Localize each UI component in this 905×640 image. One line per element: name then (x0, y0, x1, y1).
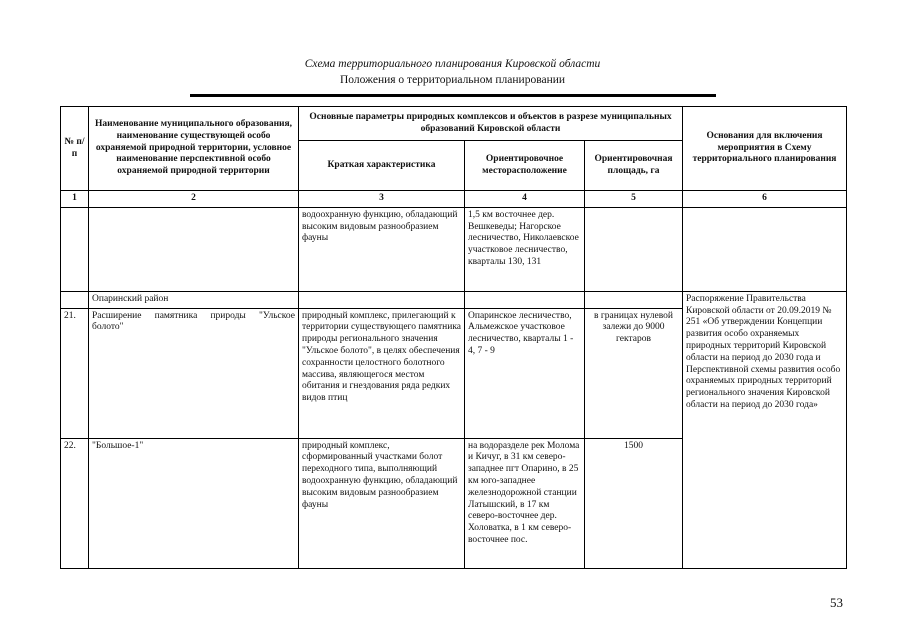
header-rule (190, 94, 716, 97)
row-location: на водоразделе рек Молома и Кичуг, в 31 км северо-западнее пгт Опарино, в 25 км юго-западнее железнодорожной станции Латышский, в 17 км северо-восточнее дер. Холоватка, в 1 км северо-восточнее пос. (465, 438, 585, 568)
row-num: 22. (61, 438, 89, 568)
continuation-brief: водоохранную функцию, обладающий высоким видовым разнообразием фауны (299, 207, 465, 291)
header-area: Ориентировочная площадь, га (585, 141, 683, 191)
header-location: Ориентировочное месторасположение (465, 141, 585, 191)
col-number: 3 (299, 191, 465, 208)
district-row (61, 291, 847, 308)
row-area: 1500 (585, 438, 683, 568)
col-number: 4 (465, 191, 585, 208)
continuation-location: 1,5 км восточнее дер. Вешкеведы; Нагорское лесничество, Николаевское участковое лесничество, кварталы 130, 131 (465, 207, 585, 291)
header-basis: Основания для включения мероприятия в Схему территориального планирования (683, 107, 847, 191)
continuation-row (61, 207, 847, 291)
row-name: Расширение памятника природы "Ульское болото" (89, 308, 299, 438)
column-number-row (61, 191, 847, 208)
row-area: в границах нулевой залежи до 9000 гектаров (585, 308, 683, 438)
row-brief: природный комплекс, прилегающий к территории существующего памятника природы регионального значения "Ульское болото", в целях обеспечения сохранности целостного болотного массива, являющегося местом обитания и гнездования ряда редких видов птиц (299, 308, 465, 438)
col-number: 5 (585, 191, 683, 208)
header-name: Наименование муниципального образования, наименование существующей особо охраняемой природной территории, условное наименование перспективной особо охраняемой природной территории (89, 107, 299, 191)
col-number: 2 (89, 191, 299, 208)
document-subtitle: Положения о территориальном планировании (339, 74, 566, 86)
page-number: 53 (830, 595, 843, 610)
row-location: Опаринское лесничество, Альмежское участковое лесничество, кварталы 1 - 4, 7 - 9 (465, 308, 585, 438)
header-params-group: Основные параметры природных комплексов и объектов в разрезе муниципальных образований Кировской области (299, 107, 683, 141)
header-num: № п/п (61, 107, 89, 191)
row-brief: природный комплекс, сформированный участками болот переходного типа, выполняющий водоохранную функцию, обладающий высоким видовым разнообразием фауны (299, 438, 465, 568)
district-basis: Распоряжение Правительства Кировской области от 20.09.2019 № 251 «Об утверждении Концепции развития особо охраняемых природных территорий Кировской области на период до 2030 года и Перспективной схемы развития особо охраняемых природных территорий регионального значения Кировской области на период до 2030 года» (683, 291, 847, 568)
header-brief: Краткая характеристика (299, 141, 465, 191)
col-number: 1 (61, 191, 89, 208)
document-title: Схема территориального планирования Кировской области (304, 58, 601, 70)
row-name: "Большое-1" (89, 438, 299, 568)
territorial-planning-table (60, 106, 847, 569)
row-num: 21. (61, 308, 89, 438)
col-number: 6 (683, 191, 847, 208)
district-name: Опаринский район (89, 291, 299, 308)
